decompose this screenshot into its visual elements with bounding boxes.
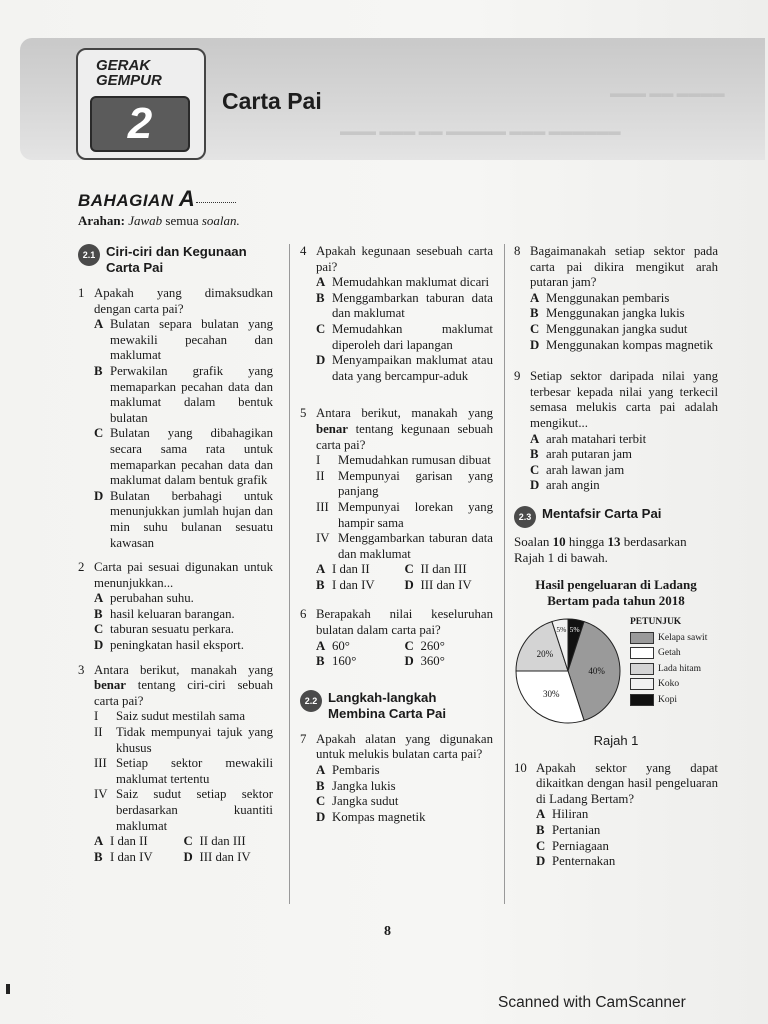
option[interactable]: C Bulatan yang dibahagikan secara sama rata untuk memaparkan pecahan data dan maklumat dalam bentuk grafik [94,426,273,488]
option[interactable]: A 60° [316,638,350,653]
legend-swatch [630,647,654,659]
slice-label: 5% [569,624,580,634]
statement: I Memudahkan rumusan dibuat [316,453,491,468]
instruction: Arahan: Jawab semua soalan. [78,213,240,228]
page-number: 8 [384,924,391,939]
legend-item: Getah [630,646,707,662]
option[interactable]: A perubahan suhu. [94,591,194,606]
topic-badge: 2.1 [78,244,100,266]
topic-badge: 2.2 [300,690,322,712]
legend-swatch [630,678,654,690]
column-divider [504,244,505,904]
option[interactable]: B arah putaran jam [530,447,632,462]
option[interactable]: C Menggunakan jangka sudut [530,321,688,336]
slice-label: 20% [536,649,554,660]
option[interactable]: A I dan II [94,834,148,849]
option[interactable]: C Jangka sudut [316,794,399,809]
chapter-number: 2 [90,96,190,152]
option[interactable]: B hasil keluaran barangan. [94,606,235,621]
column-3 [514,244,718,879]
legend-item: Kopi [630,692,707,708]
legend-title: PETUNJUK [630,617,682,628]
slice-label: 40% [588,666,605,677]
option[interactable]: C II dan III [404,562,467,577]
bleed-through-text: ▬▬▬ ▬▬ ▬▬▬▬ [610,86,725,100]
legend-swatch [630,632,654,644]
option[interactable]: A arah matahari terbit [530,431,647,446]
option[interactable]: D Penternakan [536,854,616,869]
statement: III Mempunyai lorekan yang hampir sama [316,499,493,530]
statement: II Tidak mempunyai tajuk yang khusus [94,725,273,755]
option[interactable]: C 260° [404,638,445,653]
option[interactable]: C Memudahkan maklumat diperoleh dari lapangan [316,321,493,352]
column-2 [300,244,493,834]
option[interactable]: D Menyampaikan maklumat atau data yang bercampur-aduk [316,353,493,383]
question-2: 2 Carta pai sesuai digunakan untuk menunjukkan... A perubahan suhu. B hasil keluaran barangan. C taburan sesuatu perkara. D peningkatan hasil eksport. [78,560,273,653]
legend-item: Koko [630,677,707,693]
topic-heading: 2.2 Langkah-langkah Membina Carta Pai [300,690,493,722]
option[interactable]: D Kompas magnetik [316,809,426,824]
stimulus-intro: Soalan 10 hingga 13 berdasarkan Rajah 1 di bawah. [514,533,687,565]
slice-label: 5% [556,624,567,634]
question-10: 10 Apakah sektor yang dapat dikaitkan dengan hasil pengeluaran di Ladang Bertam? A Hiliran B Pertanian C Perniagaan D Penternakan [514,760,718,869]
pie-figure [514,615,718,725]
option[interactable]: B Menggambarkan taburan data dan maklumat [316,290,493,321]
statement: I Saiz sudut mestilah sama [94,709,246,724]
option[interactable]: D III dan IV [404,577,472,592]
legend-item: Kelapa sawit [630,630,707,646]
option[interactable]: A Bulatan separa bulatan yang mewakili pecahan dan maklumat [94,317,273,363]
option[interactable]: D 360° [404,654,445,669]
option[interactable]: A Menggunakan pembaris [530,290,670,305]
scan-mark [6,984,10,994]
option[interactable]: A Memudahkan maklumat dicari [316,275,490,290]
option[interactable]: B Menggunakan jangka lukis [530,306,685,321]
question-5: 5 Antara berikut, manakah yang benar tentang kegunaan sebuah carta pai? I Memudahkan rumusan dibuat II Mempunyai garisan yang panjang III Mempunyai lorekan yang hampir sama IV Menggambarkan taburan data dan maklumat A I dan II C II dan III B I dan IV D III dan IV [300,406,493,592]
question-9: 9 Setiap sektor daripada nilai yang terbesar kepada nilai yang terkecil semasa melukis carta pai adalah mengikut... A arah matahari terbit B arah putaran jam C arah lawan jam D arah angin [514,369,718,493]
question-1: 1 Apakah yang dimaksudkan dengan carta pai? A Bulatan separa bulatan yang mewakili pecahan dan maklumat B Perwakilan grafik yang memaparkan pecahan data dan maklumat dalam bentuk bulatan C Bulatan yang dibahagikan secara sama rata untuk memaparkan pecahan data dan maklumat dalam bentuk grafik D Bulatan berbahagi untuk menunjukkan jumlah hujan dan min suhu bulanan sesuatu kawasan [78,286,273,550]
column-1 [78,244,273,874]
option[interactable]: A I dan II [316,562,370,577]
option[interactable]: C II dan III [183,834,246,849]
option[interactable]: D III dan IV [183,849,251,864]
option[interactable]: B I dan IV [94,849,153,864]
option[interactable]: C taburan sesuatu perkara. [94,622,235,637]
option[interactable]: A Pembaris [316,763,380,778]
option[interactable]: A Hiliran [536,807,589,822]
slice-label: 30% [542,689,560,700]
option[interactable]: B Jangka lukis [316,778,396,793]
option[interactable]: C Perniagaan [536,838,609,853]
topic-badge: 2.3 [514,506,536,528]
page-title: Carta Pai [222,88,322,114]
question-8: 8 Bagaimanakah setiap sektor pada carta pai dikira mengikut arah putaran jam? A Menggunakan pembaris B Menggunakan jangka lukis C Menggunakan jangka sudut D Menggunakan kompas magnetik [514,244,718,352]
legend-item: Lada hitam [630,661,707,677]
option[interactable]: D arah angin [530,478,600,493]
figure-caption: Rajah 1 [593,733,639,749]
option[interactable]: B Perwakilan grafik yang memaparkan pecahan data dan maklumat dalam bentuk bulatan [94,363,273,425]
statement: IV Menggambarkan taburan data dan maklumat [316,531,493,561]
option[interactable]: B I dan IV [316,577,375,592]
section-underline [196,202,236,203]
option[interactable]: D Bulatan berbahagi untuk menunjukkan jumlah hujan dan min suhu bulanan sesuatu kawasan [94,488,273,550]
option[interactable]: C arah lawan jam [530,462,625,477]
statement: IV Saiz sudut setiap sektor berdasarkan kuantiti maklumat [94,787,273,833]
option[interactable]: B Pertanian [536,823,601,838]
topic-heading: 2.3 Mentafsir Carta Pai [514,506,718,528]
pie-chart [514,615,626,725]
series-name: GERAK GEMPUR [96,57,162,89]
option[interactable]: D Menggunakan kompas magnetik [530,337,714,352]
topic-heading: 2.1 Ciri-ciri dan Kegunaan Carta Pai [78,244,273,276]
chart-legend [630,615,707,708]
section-heading: BAHAGIAN A [78,186,196,211]
statement: III Setiap sektor mewakili maklumat tertentu [94,756,273,786]
option[interactable]: D peningkatan hasil eksport. [94,638,244,653]
column-divider [289,244,290,904]
scanner-watermark: Scanned with CamScanner [498,994,686,1011]
bleed-through-text: ▬▬▬ ▬▬▬ ▬▬ ▬▬▬▬▬ ▬▬▬ ▬▬▬▬▬▬ [340,124,621,138]
legend-swatch [630,694,654,706]
question-6: 6 Berapakah nilai keseluruhan bulatan dalam carta pai? A 60° C 260° B 160° D 360° [300,607,493,669]
statement: II Mempunyai garisan yang panjang [316,468,493,499]
legend-swatch [630,663,654,675]
question-4: 4 Apakah kegunaan sesebuah carta pai? A Memudahkan maklumat dicari B Menggambarkan taburan data dan maklumat C Memudahkan maklumat diperoleh dari lapangan D Menyampaikan maklumat atau data yang bercampur-aduk [300,244,493,383]
option[interactable]: B 160° [316,654,357,669]
question-7: 7 Apakah alatan yang digunakan untuk melukis bulatan carta pai? A Pembaris B Jangka lukis C Jangka sudut D Kompas magnetik [300,731,493,824]
chart-title: Hasil pengeluaran di Ladang Bertam pada tahun 2018 [535,577,697,609]
question-3: 3 Antara berikut, manakah yang benar tentang ciri-ciri sebuah carta pai? I Saiz sudut mestilah sama II Tidak mempunyai tajuk yang khusus III Setiap sektor mewakili maklumat tertentu IV Saiz sudut setiap sektor berdasarkan kuantiti maklumat A I dan II C II dan III B I dan IV D III dan IV [78,662,273,864]
